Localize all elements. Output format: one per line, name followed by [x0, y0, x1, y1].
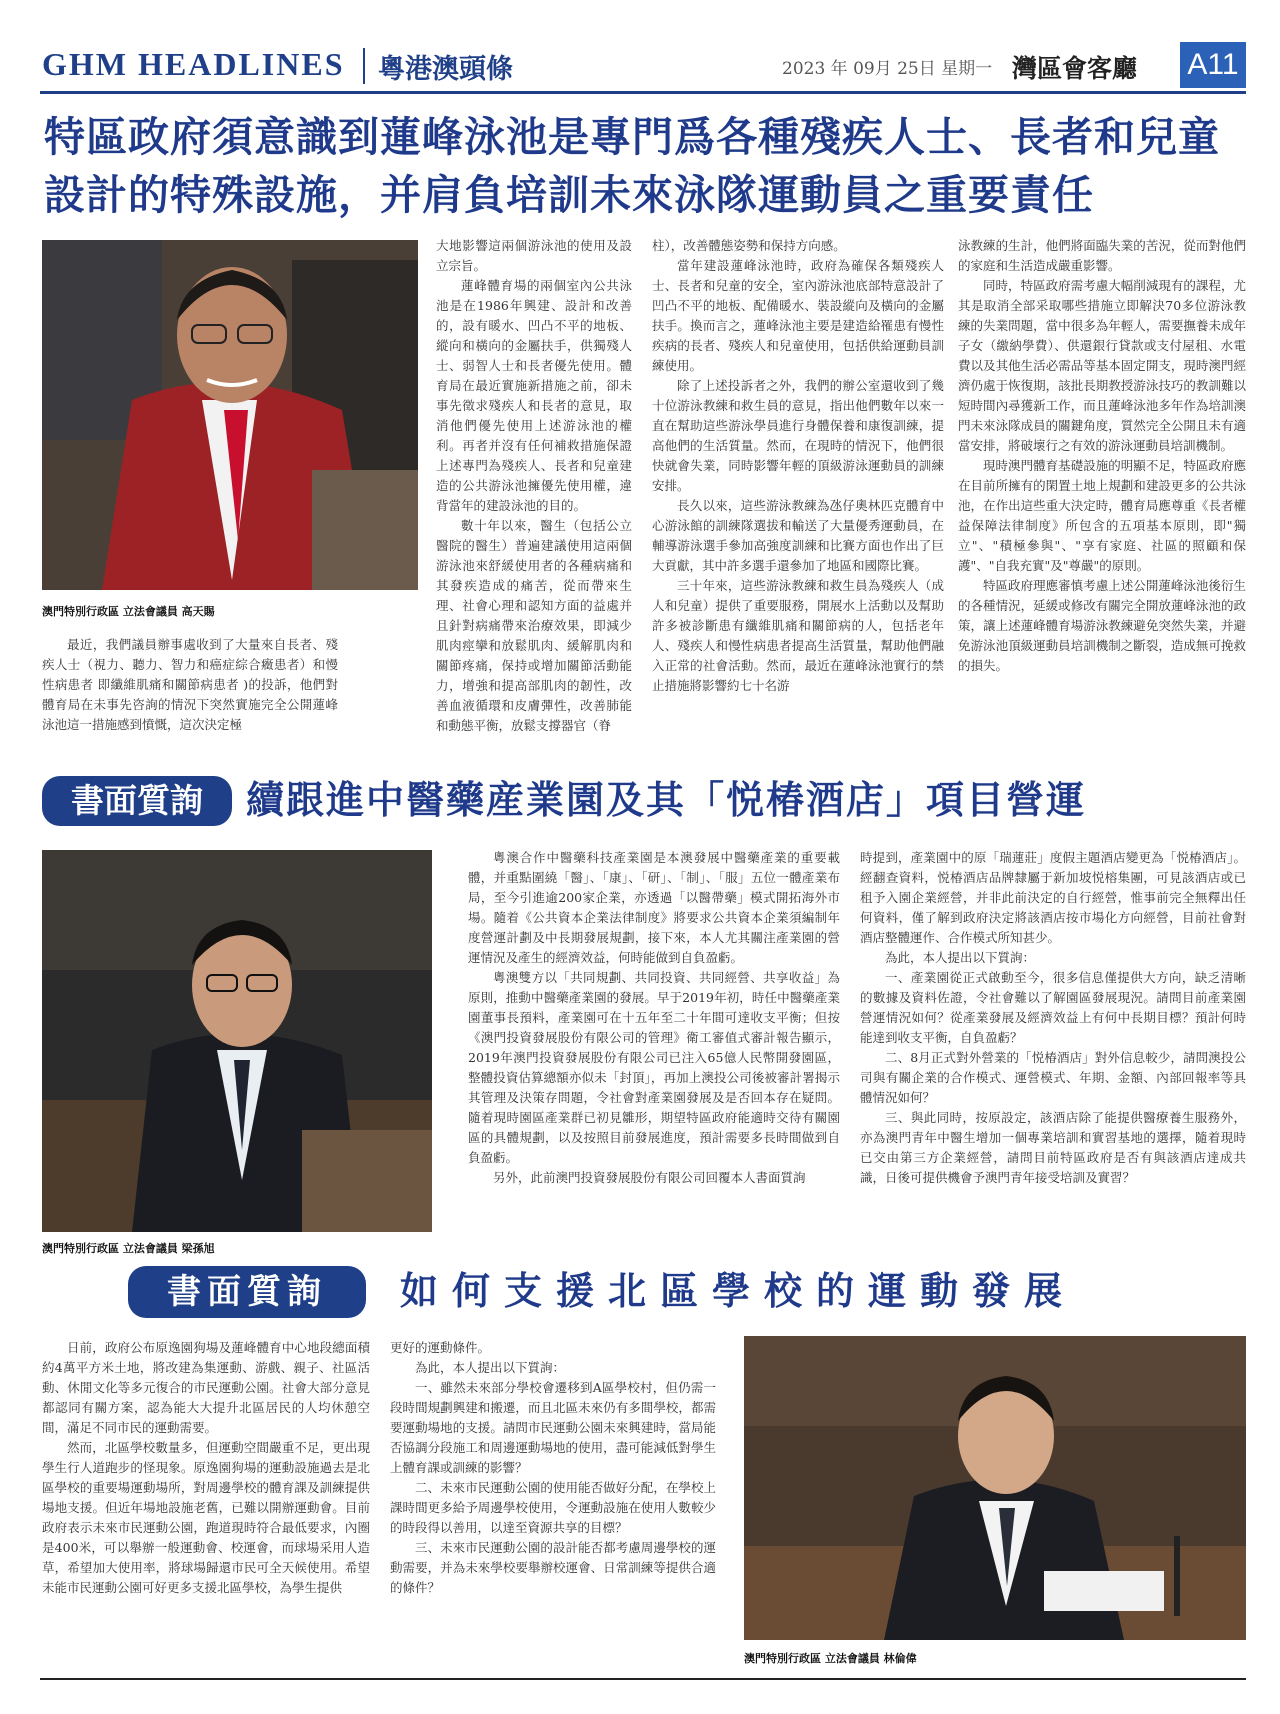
- paragraph: 同時，特區政府需考慮大幅削減現有的課程，尤其是取消全部采取哪些措施立即解決70多位游泳教練的失業問題，當中很多為年輕人，需要撫養未成年子女（繳納學費）、供還銀行貸款或支付屋租、水電費以及其他生活必需品等基本固定開支，現時澳門經濟仍處于恢復期，該批長期教授游泳技巧的教訓難以短時間內尋獲新工作，而且蓮峰泳池多年作為培訓澳門未來泳隊成員的關鍵角度，質然完全公開且未有適當安排，將破壞行之有效的游泳運動員培訓機制。: [958, 278, 1246, 453]
- paragraph: 另外，此前澳門投資發展股份有限公司回覆本人書面質詢: [493, 1170, 806, 1185]
- paragraph: 二、8月正式對外營業的「悦椿酒店」對外信息較少，請問澳投公司與有關企業的合作模式、運營模式、年期、金額、內部回報率等具體情況如何？: [860, 1050, 1246, 1105]
- paragraph: 蓮峰體育場的兩個室內公共泳池是在1986年興建、設計和改善的，設有暖水、凹凸不平的地板、縱向和橫向的金屬扶手，供獨殘人士、弱智人士和長者優先使用。體育局在最近實施新措施之前，卻未事先徵求殘疾人和長者的意見，取消他們優先使用上述游泳池的權利。再者并沒有任何補救措施保證上述專門為殘疾人、長者和兒童建造的公共游泳池擁優先使用權，違背當年的建設泳池的目的。: [436, 278, 632, 513]
- article1-left-text: [42, 635, 338, 735]
- paragraph: 粵澳合作中醫藥科技產業園是本澳發展中醫藥產業的重要載體，并重點圍繞「醫」、「康」、「研」、「制」、「服」五位一體產業布局，至今引進逾200家企業，亦透過「以醫帶藥」模式開拓海外市場。隨着《公共資本企業法律制度》將要求公共資本企業須編制年度營運計劃及中長期發展規劃，接下來，本人尤其關注產業園的營運情況及產生的經濟效益，何時能做到自負盈虧。: [468, 850, 840, 965]
- portrait-legislator-3: [744, 1336, 1246, 1640]
- article1-column-1: [436, 236, 632, 736]
- paragraph: 一、雖然未來部分學校會遷移到A區學校村，但仍需一段時間規劃興建和搬遷，而且北區未來仍有多間學校，都需要運動場地的支援。請問市民運動公園未來興建時，當局能否協調分段施工和周邊運動場地的使用，盡可能減低對學生上體育課或訓練的影響？: [390, 1380, 716, 1475]
- portrait-legislator-2: [42, 850, 432, 1232]
- article1-column-2: [652, 236, 944, 696]
- paragraph: 數十年以來，醫生（包括公立醫院的醫生）普遍建議使用這兩個游泳池來舒緩使用者的各種病痛和其發疾造成的痛苦，從而帶來生理、社會心理和認知方面的益處并且針對病痛帶來治療效果，即減少肌肉痙攣和放鬆肌肉、緩解肌肉和關節疼痛，保持或增加關節活動能力，增強和提高部肌肉的韌性，改善血液循環和皮膚彈性，改善肺能和動態平衡，放鬆支撐器官（脊: [436, 518, 632, 733]
- paragraph: 三、與此同時，按原設定，該酒店除了能提供醫療養生服務外，亦為澳門青年中醫生增加一個專業培訓和實習基地的選擇，隨着現時已交由第三方企業經營，請問目前特區政府是否有與該酒店達成共識，日後可提供機會予澳門青年接受培訓及實習？: [860, 1110, 1246, 1185]
- masthead-brand: GHM HEADLINES: [42, 46, 345, 82]
- masthead-rule: [40, 91, 1246, 94]
- paragraph: 最近，我們議員辦事處收到了大量來自長者、殘疾人士（視力、聽力、智力和癌症綜合癥患者）和慢性病患者 即纖維肌痛和關節病患者 )的投訴，他們對體育局在未事先咨詢的情況下突然實施完全公開蓮峰泳池這一措施感到憤慨，這次決定極: [42, 637, 338, 732]
- article3-column-2: [390, 1338, 716, 1598]
- paragraph: 大地影響這兩個游泳池的使用及設立宗旨。: [436, 238, 632, 273]
- masthead-divider: [363, 48, 365, 84]
- article2-badge: 書面質詢: [42, 776, 232, 826]
- paragraph: 二、未來市民運動公園的使用能否做好分配，在學校上課時間更多給予周邊學校使用，令運動設施在使用人數較少的時段得以善用，以達至資源共享的目標？: [390, 1480, 716, 1535]
- paragraph: 更好的運動條件。: [390, 1340, 491, 1355]
- paragraph: 然而，北區學校數量多，但運動空間嚴重不足，更出現學生行人道跑步的怪現象。原逸園狗場的運動設施過去是北區學校的重要場運動場所，對周邊學校的體育課及訓練提供場地支援。但近年場地設施老舊，已難以開辦運動會。目前政府表示未來市民運動公園，跑道現時符合最低要求，內圈是400米，可以舉辦一般運動會、校運會，而球場采用人造草，希望加大使用率，將球場歸還市民可全天候使用。希望未能市民運動公園可好更多支援北區學校，為學生提供: [42, 1440, 370, 1595]
- page-number-tag: A11: [1180, 42, 1246, 88]
- paragraph: 粵澳雙方以「共同規劃、共同投資、共同經營、共享收益」為原則，推動中醫藥產業園的發展。早于2019年初，時任中醫藥產業園董事長預料，產業園可在十五年至二十年間可達收支平衡；但按《澳門投資發展股份有限公司的管理》衛工審值式審計報告顯示，2019年澳門投資發展股份有限公司已注入65億人民幣開發園區，整體投資估算總額亦似未「封頂」，再加上澳投公司後被審計署揭示其管理及決策存問題，令社會對產業園發展及是否回本存在疑問。隨着現時園區產業群已初見雛形，期望特區政府能適時交待有關園區的具體規劃，以及按照目前發展進度，預計需要多長時間做到自負盈虧。: [468, 970, 840, 1165]
- paragraph: 三十年來，這些游泳教練和救生員為殘疾人（成人和兒童）提供了重要服務，開展水上活動以及幫助許多被診斷患有纖維肌痛和關節病的人，包括老年人、殘疾人和慢性病患者提高生活質量，幫助他們融入正常的社會活動。然而，最近在蓮峰泳池實行的禁止措施將影響約七十名游: [652, 578, 944, 693]
- article2-photo: [42, 850, 432, 1232]
- paragraph: 時提到，產業園中的原「瑞蓮莊」度假主題酒店變更為「悦椿酒店」。經翻查資料，悦椿酒店品牌隸屬于新加坡悦榕集團，可見該酒店或已租予入園企業經營，并非此前決定的自行經營，惟事前完全無釋出任何資料，僅了解到政府決定將該酒店按市場化方向經營，目前社會對酒店整體運作、合作模式所知甚少。: [860, 850, 1246, 945]
- article3-photo: [744, 1336, 1246, 1640]
- article2-column-2: [860, 848, 1246, 1188]
- paragraph: 柱），改善體態姿勢和保持方向感。: [652, 238, 846, 253]
- paragraph: 特區政府理應審慎考慮上述公開蓮峰泳池後衍生的各種情況，延緩或修改有關完全開放蓮峰泳池的政策，讓上述蓮峰體育場游泳教練避免突然失業，并避免游泳池頂級運動員培訓機制之斷裂，造成無可挽救的損失。: [958, 578, 1246, 673]
- article2-column-1: [468, 848, 840, 1188]
- paragraph: 當年建設蓮峰泳池時，政府為確保各類殘疾人士、長者和兒童的安全，室內游泳池底部特意設計了凹凸不平的地板、配備暖水、裝設縱向及橫向的金屬扶手。換而言之，蓮峰泳池主要是建造給罹患有慢性疾病的長者、殘疾人和兒童使用，包括供給運動員訓練使用。: [652, 258, 944, 373]
- masthead-date: 2023 年 09月 25日 星期一: [782, 59, 993, 79]
- article2-title: 續跟進中醫藥産業園及其「悦椿酒店」項目營運: [246, 778, 1087, 822]
- article1-caption: 澳門特別行政區 立法會議員 高天賜: [42, 605, 215, 618]
- article3-column-1: [42, 1338, 370, 1598]
- article3-caption: 澳門特別行政區 立法會議員 林倫偉: [744, 1652, 917, 1665]
- article1-photo: [42, 240, 418, 590]
- article2-caption: 澳門特別行政區 立法會議員 梁孫旭: [42, 1242, 215, 1255]
- paragraph: 現時澳門體育基礎設施的明顯不足，特區政府應在目前所擁有的閑置土地上規劃和建設更多的公共泳池，在作出這些重大決定時，體育局應尊重《長者權益保障法律制度》所包含的五項基本原則，即"獨立"、"積極參與"、"享有家庭、社區的照顧和保護"、"自我充實"及"尊嚴"的原則。: [958, 458, 1246, 573]
- paragraph: 泳教練的生計，他們將面臨失業的苦況，從而對他們的家庭和生活造成嚴重影響。: [958, 238, 1246, 273]
- paragraph: 除了上述投訴者之外，我們的辦公室還收到了幾十位游泳教練和救生員的意見，指出他們數年以來一直在幫助這些游泳學員進行身體保養和康復訓練，提高他們的生活質量。然而，在現時的情況下，他們很快就會失業，同時影響年輕的頂級游泳運動員的訓練安排。: [652, 378, 944, 493]
- page-bottom-rule: [40, 1678, 1246, 1680]
- paragraph: 長久以來，這些游泳教練為氹仔奧林匹克體育中心游泳館的訓練隊選拔和輸送了大量優秀運動員，在輔導游泳選手參加高強度訓練和比賽方面也作出了巨大貢獻，其中許多選手還參加了地區和國際比賽。: [652, 498, 944, 573]
- paragraph: 日前，政府公布原逸園狗場及蓮峰體育中心地段總面積約4萬平方米土地，將改建為集運動、游戲、親子、社區活動、休閒文化等多元復合的市民運動公園。社會大部分意見都認同有關方案，認為能大大提升北區居民的人均休憩空間，滿足不同市民的運動需要。: [42, 1340, 370, 1435]
- paragraph: 三、未來市民運動公園的設計能否都考慮周邊學校的運動需要，并為未來學校要舉辦校運會、日常訓練等提供合適的條件？: [390, 1540, 716, 1595]
- article3-title: 如何支援北區學校的運動發展: [400, 1269, 1077, 1313]
- paragraph: 一、產業園從正式啟動至今，很多信息僅提供大方向，缺乏清晰的數據及資料佐證，令社會難以了解園區發展現況。請問目前產業園營運情況如何？從產業發展及經濟效益上有何中長期目標？預計何時能達到收支平衡，自負盈虧？: [860, 970, 1246, 1045]
- masthead-brand-chinese: 粵港澳頭條: [378, 54, 513, 85]
- portrait-legislator-1: [42, 240, 418, 590]
- article3-badge: 書面質詢: [128, 1266, 366, 1318]
- paragraph: 為此，本人提出以下質詢：: [885, 950, 1036, 965]
- article1-headline: 特區政府須意識到蓮峰泳池是專門爲各種殘疾人士、長者和兒童設計的特殊設施，并肩負培訓未來泳隊運動員之重要責任: [44, 113, 1220, 219]
- paragraph: 為此，本人提出以下質詢：: [415, 1360, 566, 1375]
- article1-column-3: [958, 236, 1246, 676]
- masthead-section: 灣區會客廳: [1012, 54, 1138, 83]
